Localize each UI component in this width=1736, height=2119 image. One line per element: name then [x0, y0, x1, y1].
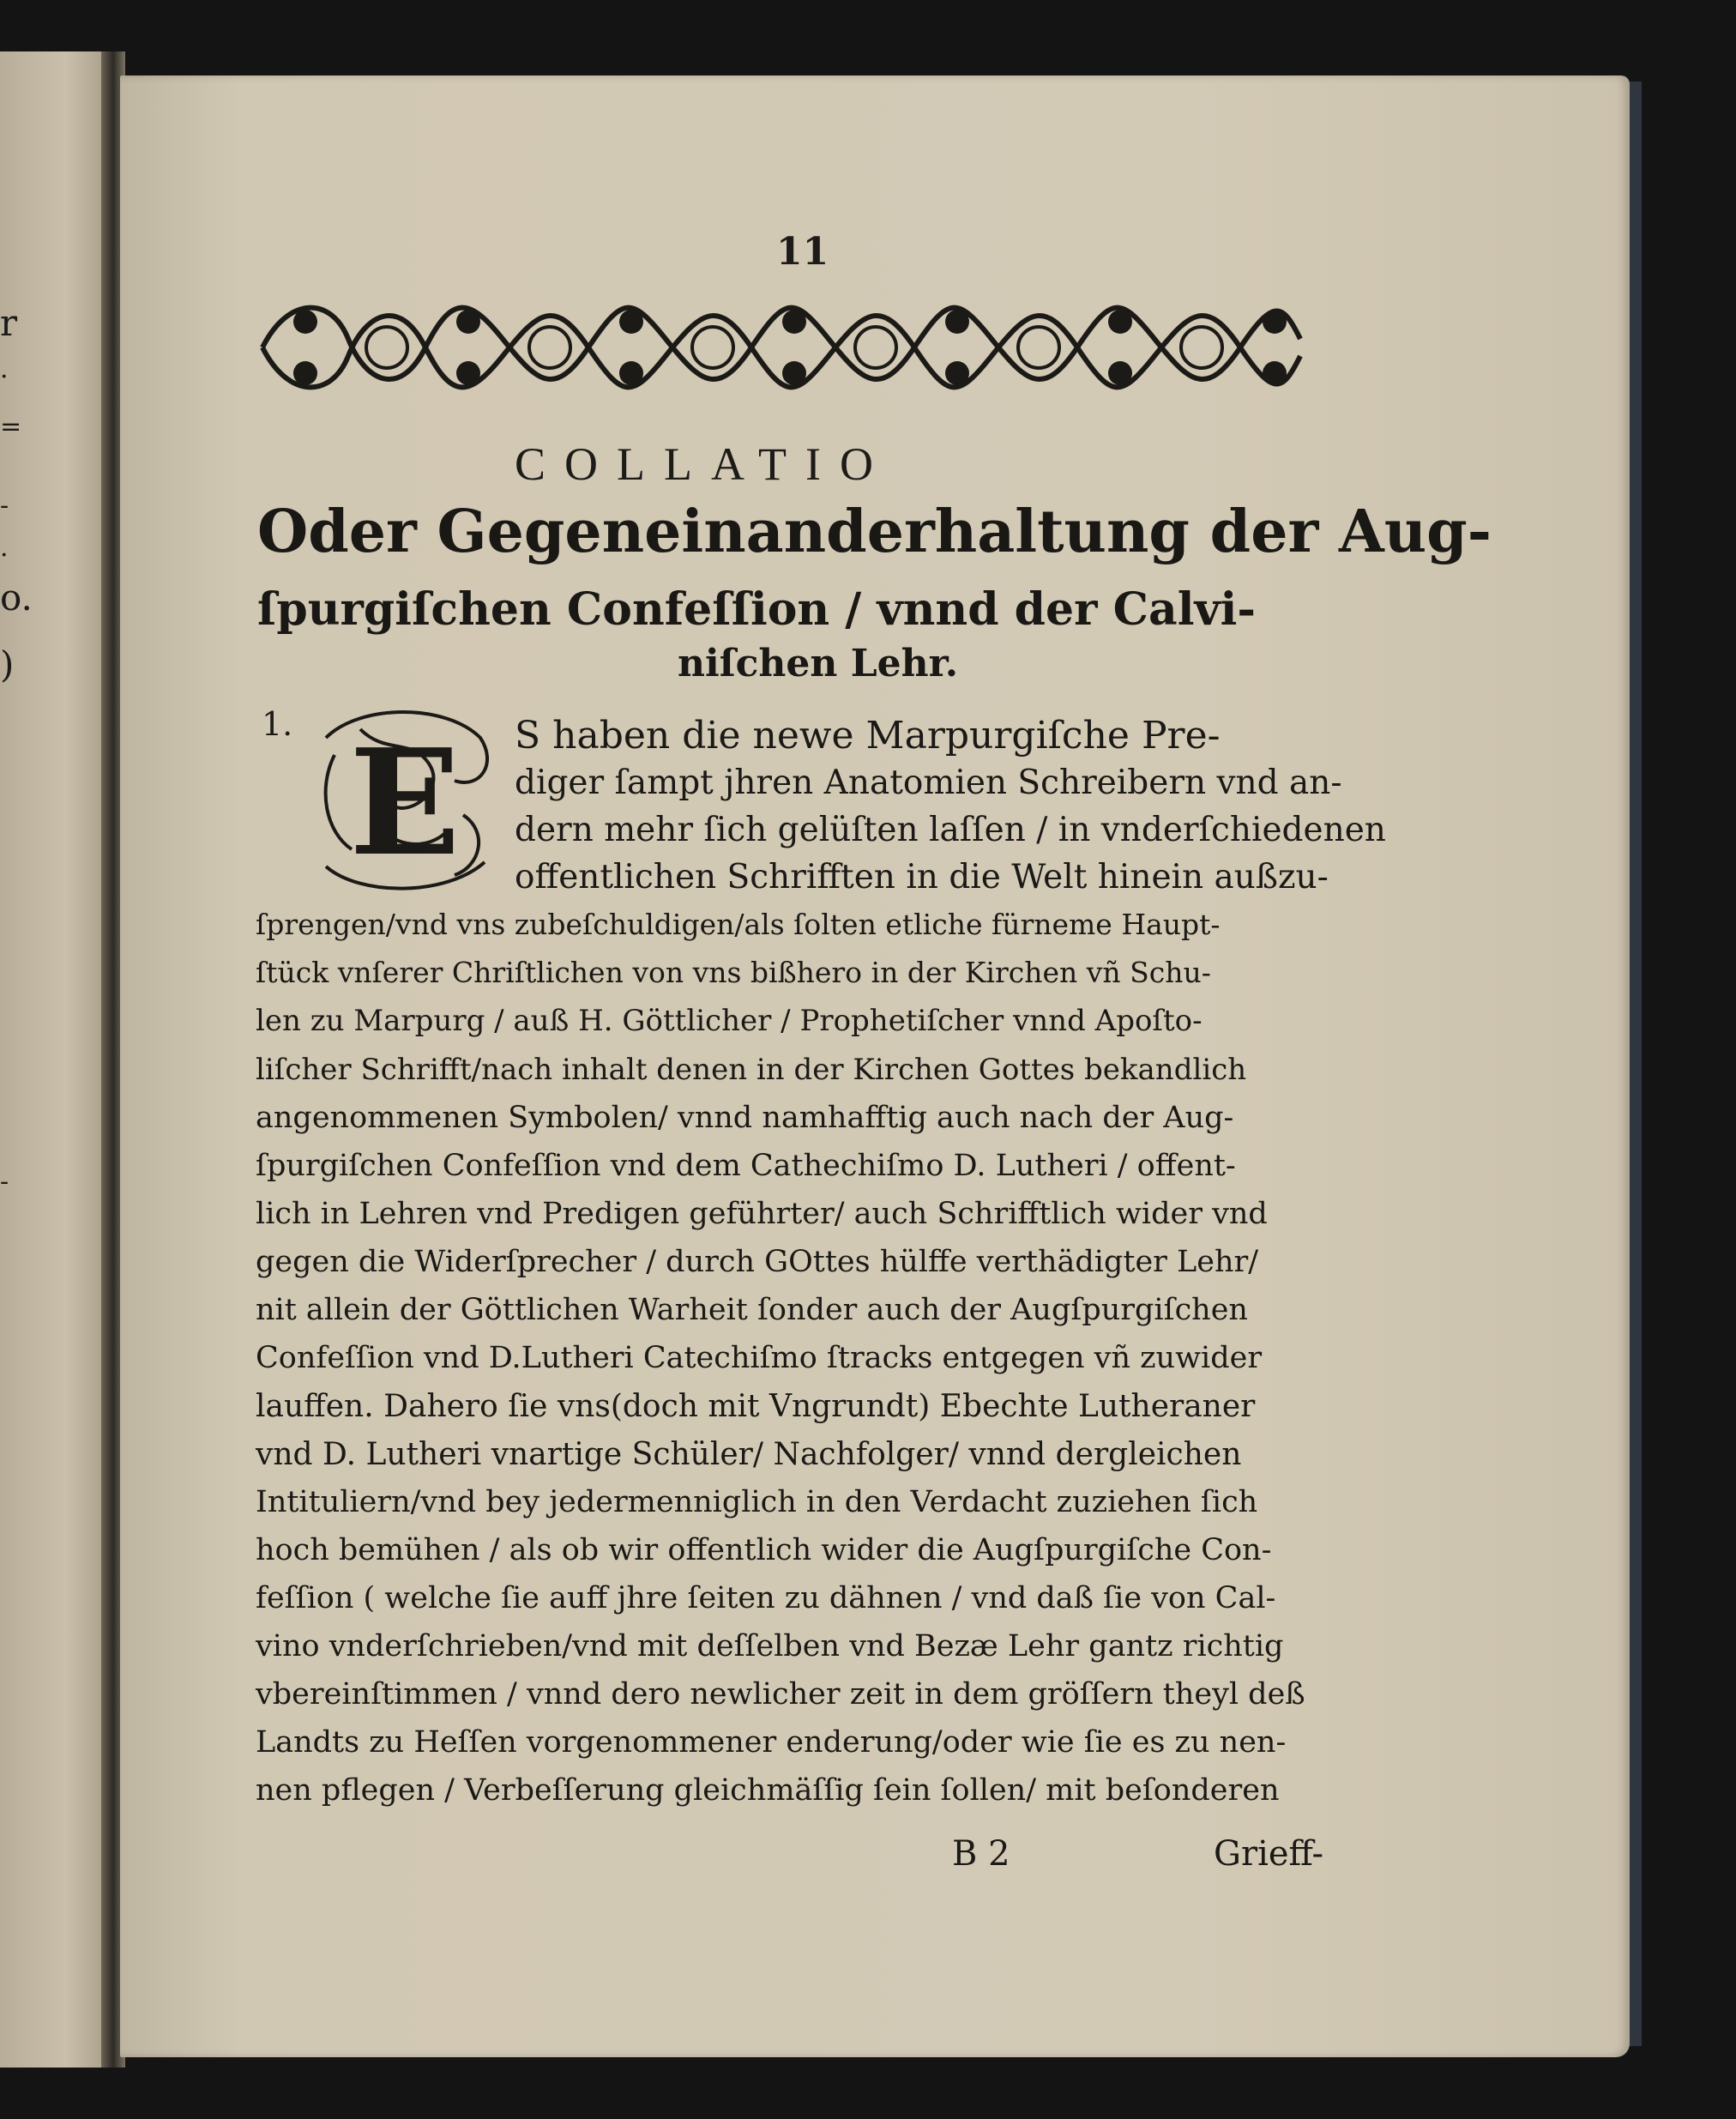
left-fragment: r: [0, 302, 18, 344]
title-line-2: ſpurgiſchen Confeſſion / vnnd der Calvi-: [257, 583, 1257, 636]
left-fragment: ·: [0, 362, 9, 392]
body-line: vino vnderſchrieben/vnd mit deſſelben vnd Bezæ Lehr gantz richtig: [256, 1629, 1284, 1663]
left-fragment: -: [0, 491, 9, 521]
body-line: Confeſſion vnd D.Lutheri Catechiſmo ſtracks entgegen vñ zuwider: [256, 1341, 1263, 1375]
body-line: Intituliern/vnd bey jedermenniglich in den Verdacht zuziehen ſich: [256, 1485, 1258, 1519]
left-page-fragments: [0, 51, 34, 2068]
folio-number: 11: [776, 230, 829, 274]
title-line-1: Oder Gegeneinanderhaltung der Aug-: [257, 498, 1492, 566]
body-line: S haben die newe Marpurgiſche Pre-: [515, 714, 1221, 758]
left-fragment: o.: [0, 577, 33, 619]
body-line: lich in Lehren vnd Predigen geführter/ auch Schrifftlich wider vnd: [256, 1197, 1268, 1231]
body-line: lauffen. Dahero ſie vns(doch mit Vngrundt) Ebechte Lutheraner: [256, 1389, 1256, 1424]
headpiece-ornament-icon: [254, 287, 1309, 408]
body-line: diger ſampt jhren Anatomien Schreibern vnd an-: [515, 764, 1342, 802]
left-fragment: ·: [0, 540, 9, 570]
heading-collatio: COLLATIO: [515, 438, 892, 490]
initial-letter: E: [349, 717, 461, 889]
ornamental-headpiece: [254, 287, 1309, 408]
body-line: nen pflegen / Verbeſſerung gleichmäſſig ſein ſollen/ mit beſonderen: [256, 1773, 1280, 1808]
catchword: Grieff-: [1214, 1834, 1324, 1874]
body-line: hoch bemühen / als ob wir offentlich wider die Augſpurgiſche Con-: [256, 1533, 1272, 1567]
left-fragment: -: [0, 1167, 9, 1197]
body-line: gegen die Widerſprecher / durch GOttes hülffe verthädigter Lehr/: [256, 1245, 1259, 1279]
body-line: feſſion ( welche ſie auff jhre ſeiten zu dähnen / vnd daß ſie von Cal-: [256, 1581, 1276, 1615]
body-line: liſcher Schrifft/nach inhalt denen in der Kirchen Gottes bekandlich: [256, 1053, 1247, 1087]
body-line: angenommenen Symbolen/ vnnd namhafftig auch nach der Aug-: [256, 1101, 1234, 1135]
body-line: ſprengen/vnd vns zubeſchuldigen/als ſolten etliche fürneme Haupt-: [256, 908, 1221, 941]
left-fragment: ): [0, 643, 15, 685]
signature-mark: B 2: [952, 1834, 1010, 1874]
section-number: 1.: [262, 705, 293, 743]
body-line: offentlichen Schrifften in die Welt hinein außzu-: [515, 858, 1329, 896]
body-line: vbereinſtimmen / vnnd dero newlicher zeit in dem gröſſern theyl deß: [256, 1677, 1305, 1712]
decorated-initial-icon: [309, 703, 502, 896]
decorated-initial: [309, 703, 502, 896]
body-line: ſtück vnſerer Chriſtlichen von vns bißhero in der Kirchen vñ Schu-: [256, 956, 1211, 989]
body-line: len zu Marpurg / auß H. Göttlicher / Prophetiſcher vnnd Apoſto-: [256, 1004, 1203, 1038]
body-line: ſpurgiſchen Confeſſion vnd dem Cathechiſmo D. Lutheri / offent-: [256, 1149, 1236, 1183]
body-line: vnd D. Lutheri vnartige Schüler/ Nachfolger/ vnnd dergleichen: [256, 1437, 1242, 1472]
left-fragment: =: [0, 412, 22, 442]
body-line: dern mehr ſich gelüſten laſſen / in vnderſchiedenen: [515, 811, 1386, 849]
body-line: Landts zu Heſſen vorgenommener enderung/oder wie ſie es zu nen-: [256, 1725, 1287, 1760]
title-line-3: niſchen Lehr.: [678, 642, 959, 685]
body-line: nit allein der Göttlichen Warheit ſonder auch der Augſpurgiſchen: [256, 1293, 1248, 1327]
